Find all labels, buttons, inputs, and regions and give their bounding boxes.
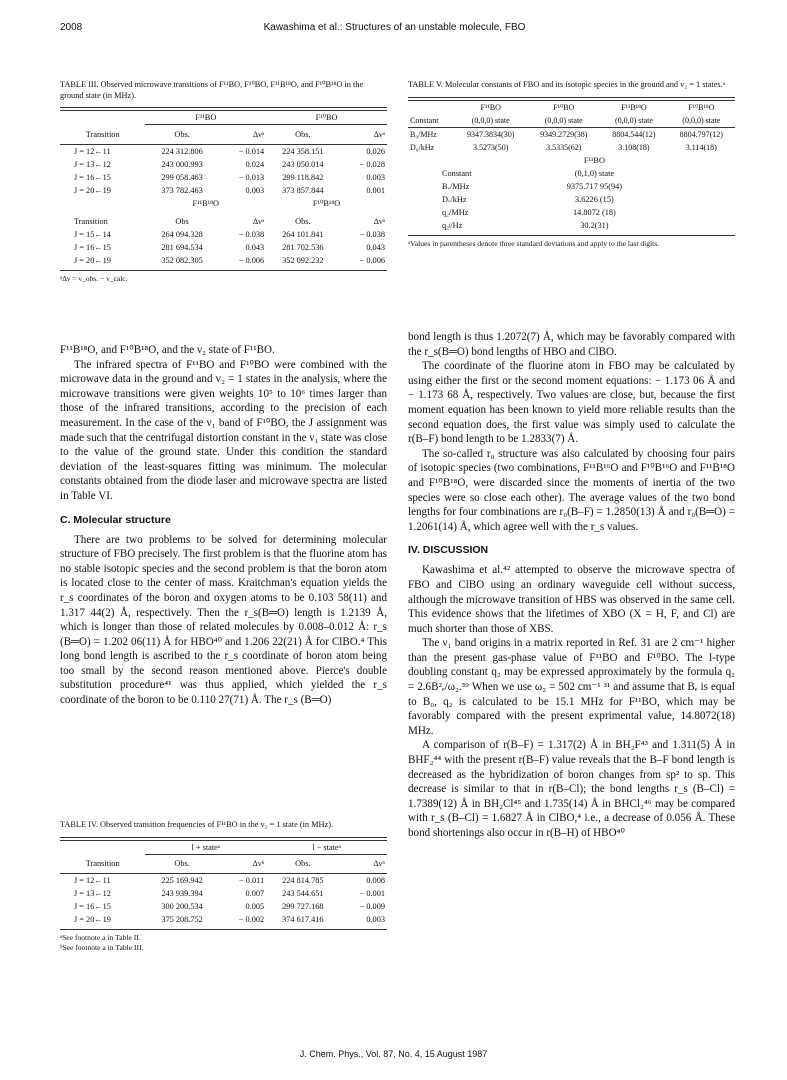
body-left-upper — [60, 343, 387, 708]
table-v-sub: F¹¹BO Constant (0,1,0) state Bᵥ/MHz 9375.717 95(94) Dᵥ/kHz 3.6226 (15) q₂/MHz 14.8072 (18) q₂ʲ/Hz 30.2(31) — [408, 154, 735, 232]
table-row: q₂ʲ/Hz 30.2(31) — [442, 220, 609, 230]
table-row: q₂/MHz 14.8072 (18) — [442, 207, 616, 217]
table-iii-col-header: Δνᵃ — [252, 216, 265, 226]
table-row: J = 20←19 352 082.305 − 0.006 352 092.232 − 0.006 — [74, 255, 385, 265]
table-row: J = 13←12 243 939.394 0.007 243 544.651 − 0.001 — [74, 889, 385, 898]
table-v-sub-label: Constant — [442, 168, 472, 178]
table-row: D₀/kHz 3.5273(50) 3.5335(62) 3.108(18) 3.114(18) — [410, 142, 717, 152]
table-v-block — [408, 80, 735, 249]
paragraph: A comparison of r(B–F) = 1.317(2) Å in BH₂F⁴³ and 1.311(5) Å in BHF₂⁴⁴ with the present r(B–F) value reveals that the B–F bond length is decreased as the hybridization of boron changes from sp² to sp. This decrease is similar to that in r(B–Cl); the bond lengths r_s (B–Cl) = 1.7389(12) Å in BH₂Cl⁴⁵ and 1.735(14) Å in BHCl₂⁴⁶ may be compared with r_s (B–Cl) = 1.6827 Å in ClBO,⁴ i.e., a decrease of 0.056 Å. These bond shortenings also occur in r(B–H) of HBO⁴⁰ — [408, 739, 735, 839]
paragraph: bond length is thus 1.2072(7) Å, which may be favorably compared with the r_s(B═O) bond lengths of HBO and ClBO. — [408, 331, 735, 358]
table-iii-col-header: Δνᵃ — [373, 216, 385, 226]
table-v-caption: TABLE V. Molecular constants of FBO and its isotopic species in the ground and v₂ = 1 states.ᵃ — [408, 80, 725, 89]
table-iii-footnote: ᵃΔν = ν_obs. − ν_calc. — [60, 273, 128, 283]
paragraph: There are two problems to be solved for determining molecular structure of FBO precisely. The first problem is that the fluorine atom has no stable isotopic species and the second problem is that the boron atom is located close to the center of mass. Kraitchman's equation yields the r_s coordinates of the boron and oxygen atoms to be 0.103 58(11) and 1.317 44(2) Å, respectively. Then the r_s(B═O) length is 1.2139 Å, which is longer than those of related molecules by 0.008–0.012 Å: r_s (B═O) = 1.202 06(11) Å for HBO⁴⁰ and 1.206 22(21) Å for ClBO.⁴ This long bond length is ascribed to the r_s coordinate of boron atom being too small by the second reason mentioned above. Pierce's double substitution procedure⁴¹ was thus applied, which yielded the r_s coordinate of the boron to be 0.110 27(71) Å. The r_s (B═O) — [60, 533, 387, 707]
table-iv-footnote: ᵃSee footnote a in Table II. — [60, 933, 141, 942]
paragraph: The ν₁ band origins in a matrix reported in Ref. 31 are 2 cm⁻¹ higher than the present gas-phase value of F¹¹BO and F¹⁰BO. The l-type doubling constant q₂ may be expressed approximately by the formula q₂ = 2.6B²ₑ/ω₂.³⁹ When we use ω₂ = 502 cm⁻¹ ³¹ and assume that Bₑ is equal to B₀, q₂ is calculated to be 15.1 MHz for F¹¹BO, which may be favorably compared with the present exprimental value, 14.8072(18) MHz. — [408, 637, 735, 737]
paragraph: Kawashima et al.⁴² attempted to observe the microwave spectra of FBO and ClBO using an ordinary waveguide cell without success, although the microwave transition of HBS was observed in the same cell. This evidence shows that the lifetimes of XBO (X = H, F, and Cl) are much shorter than those of XBS. — [408, 564, 735, 635]
table-iii-group-header: F¹¹BO — [145, 111, 266, 125]
table-iv-footnote: ᵇSee footnote a in Table III. — [60, 943, 144, 952]
page-footer: J. Chem. Phys., Vol. 87, No. 4, 15 August 1987 — [299, 1049, 488, 1059]
table-iii-block — [60, 80, 387, 284]
table-row: J = 20←19 375 208.752 − 0.002 374 617.416 0.003 — [74, 915, 385, 924]
table-row: J = 20←19 373 782.463 0.003 373 857.844 0.001 — [74, 185, 385, 195]
table-row: J = 13←12 243 000.993 0.024 243 050.014 − 0.028 — [74, 159, 385, 169]
table-iv-caption: TABLE IV. Observed transition frequencies of F¹¹BO in the v₂ = 1 state (in MHz). — [60, 820, 334, 829]
table-v: F¹¹BO F¹⁰BO F¹¹B¹⁸O F¹⁰B¹⁸O Constant (0,0,0) state (0,0,0) state (0,0,0) state (0,0,0) state B₀/MHz 9347.3834(30) 9349.2729(38) 8804.544(12) 8804.797(12) D₀/kHz 3.5273(50) 3.5335(62) 3.108(18) 3.114(18) — [408, 101, 735, 154]
table-row: Bᵥ/MHz 9375.717 95(94) — [442, 181, 623, 191]
table-iii-col-header: Obs. — [295, 216, 311, 226]
table-iv-col-header: Δνᵇ — [373, 859, 385, 869]
table-iii-caption: TABLE III. Observed microwave transitions of F¹¹BO, F¹⁰BO, F¹¹B¹⁸O, and F¹⁰B¹⁸O in the ground state (in MHz). — [60, 80, 364, 100]
table-rule — [60, 929, 387, 930]
table-iii-group-header: F¹⁰B¹⁸O — [312, 198, 341, 208]
table-iii-col-header: Transition — [85, 129, 120, 139]
table-iv-group-header: l − stateᵃ — [266, 841, 387, 855]
section-heading: C. Molecular structure — [60, 513, 171, 526]
running-header — [60, 22, 729, 36]
table-iv-block — [60, 820, 387, 953]
table-rule — [408, 235, 735, 236]
paragraph: The coordinate of the fluorine atom in FBO may be calculated by using either the first or the second moment equations: − 1.173 06 Å and − 1.173 68 Å, respectively. Two values are close, but, because the first moment equation has been known to yield more reliable results than the second equation does, the first value was simply used to calculate the r(B–F) bond length to be 1.2833(7) Å. — [408, 360, 735, 446]
table-row: J = 15←14 264 094.328 − 0.038 264 101.841 − 0.038 — [74, 229, 385, 239]
table-v-sub-species: F¹¹BO — [583, 155, 605, 165]
table-iv — [60, 841, 387, 927]
table-row: J = 16←15 300 200.534 0.005 299 727.168 − 0.009 — [74, 902, 385, 911]
table-iii-col-header: Δνᵃ — [373, 129, 385, 139]
table-row: Dᵥ/kHz 3.6226 (15) — [442, 194, 614, 204]
table-iv-col-header: Obs. — [174, 859, 190, 869]
table-v-species: F¹¹B¹⁸O — [621, 102, 647, 112]
table-v-col-header: Constant — [410, 115, 439, 125]
table-iv-col-header: Δνᵇ — [252, 859, 265, 869]
running-title: Kawashima et al.: Structures of an unstable molecule, FBO — [263, 22, 526, 33]
table-iii-group-header: F¹¹B¹⁸O — [192, 198, 220, 208]
table-v-species: F¹⁰B¹⁸O — [688, 102, 715, 112]
table-iii-col-header: Δνᵃ — [252, 129, 265, 139]
table-rule — [60, 270, 387, 271]
table-iii-col-header: Obs — [175, 216, 189, 226]
table-iii-col-header: Obs. — [174, 129, 190, 139]
table-v-species: F¹⁰BO — [553, 102, 575, 112]
page-number: 2008 — [60, 22, 83, 33]
table-iv-col-header: Obs. — [295, 859, 311, 869]
paragraph: The infrared spectra of F¹¹BO and F¹⁰BO were combined with the microwave data in the ground and v₂ = 1 states in the analysis, where the microwave transitions were given weights 10⁵ to 10⁶ times larger than those of the infrared transitions, according to the precision of each measurement. In the case of the ν₁ band of F¹⁰BO, the J assignment was made such that the centrifugal distortion constant in the ν₁ state was close to the value of the ground state. Under this condition the standard deviation of the least-squares fitting was minimum. The molecular constants obtained from the diode laser and microwave spectra are listed in Table VI. — [60, 358, 387, 502]
table-row: B₀/MHz 9347.3834(30) 9349.2729(38) 8804.544(12) 8804.797(12) — [410, 129, 723, 139]
table-v-species: F¹¹BO — [480, 102, 501, 112]
table-row: J = 12←11 224 312.806 − 0.014 224 358.151 0.026 — [74, 146, 385, 156]
table-row: J = 16←15 281 694.534 0.043 281 702.536 0.043 — [74, 242, 385, 252]
table-iv-col-header: Transition — [85, 859, 120, 868]
paragraph: The so-called r₀ structure was also calculated by choosing four pairs of isotopic species (two combinations, F¹¹B¹⁶O and F¹⁰B¹⁶O and F¹¹B¹⁸O and F¹⁰B¹⁸O, were discarded since the moments of inertia of the two species were so close each other). The average values of the two bond lengths for four combinations are r₀(B–F) = 1.2850(13) Å and r₀(B═O) = 1.2061(14) Å, which agree well with the r_s values. — [408, 447, 735, 533]
table-iii-group-header: F¹⁰BO — [266, 111, 387, 125]
table-row: J = 16←15 299 058.463 − 0.013 299 118.842 0.003 — [74, 172, 385, 182]
table-v-footnote: ᵃValues in parentheses denote three standard deviations and apply to the last digits. — [408, 238, 660, 248]
table-iii — [60, 111, 387, 267]
body-right — [408, 330, 735, 841]
section-heading: IV. DISCUSSION — [408, 544, 489, 557]
table-iii-col-header: Transition — [74, 216, 108, 226]
paragraph: F¹¹B¹⁸O, and F¹⁰B¹⁸O, and the ν₂ state of F¹¹BO. — [60, 344, 275, 356]
table-iii-col-header: Obs. — [295, 129, 311, 139]
table-iv-group-header: l + stateᵃ — [145, 841, 266, 855]
table-row: J = 12←11 225 169.942 − 0.011 224 814.785 0.008 — [74, 876, 385, 885]
